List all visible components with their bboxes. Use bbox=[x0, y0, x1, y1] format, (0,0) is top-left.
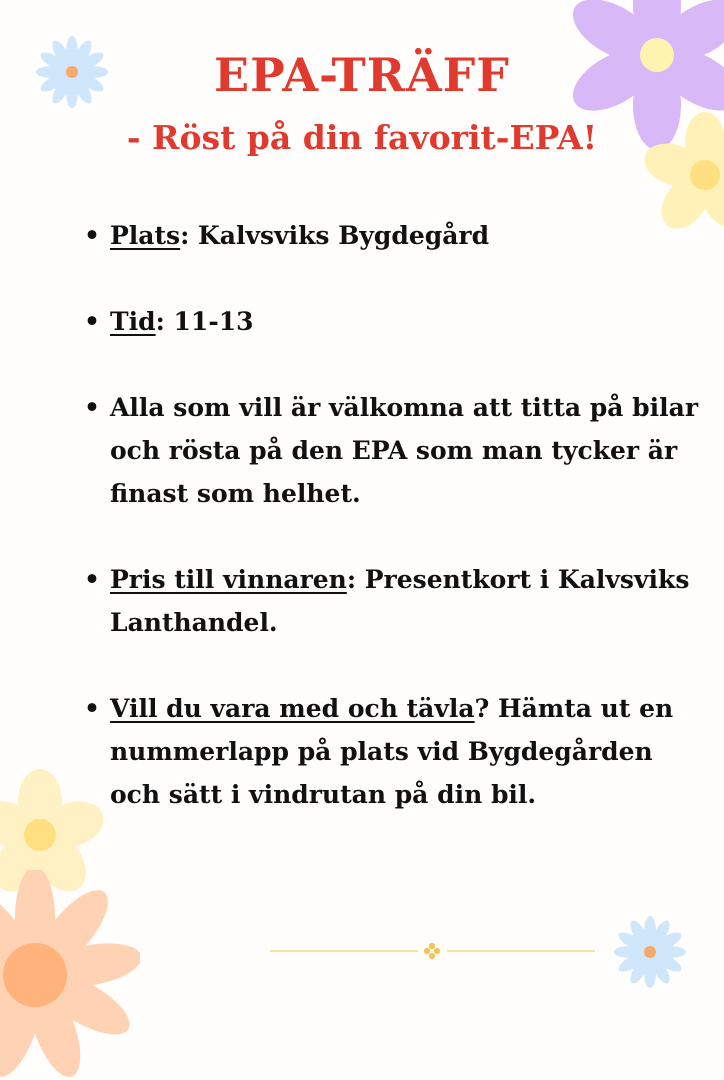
poster-subtitle: - Röst på din favorit-EPA! bbox=[126, 118, 598, 157]
blue-flower-icon bbox=[612, 914, 688, 990]
item-text: : Kalvsviks Bygdegård bbox=[180, 221, 490, 250]
item-text: Alla som vill är välkomna att titta på bilar och rösta på den EPA som man tycker är finast som helhet. bbox=[110, 393, 699, 508]
item-text: : 11-13 bbox=[155, 307, 254, 336]
list-item-tid bbox=[84, 300, 699, 343]
item-text: : Presentkort i Kalvsviks Lanthandel. bbox=[110, 565, 690, 637]
info-list bbox=[84, 214, 699, 859]
item-label: Plats bbox=[110, 221, 181, 250]
list-item-tavla bbox=[84, 687, 699, 816]
item-text: ? Hämta ut en nummerlapp på plats vid Bygdegården och sätt i vindrutan på din bil. bbox=[110, 694, 674, 809]
peach-flower-icon bbox=[0, 870, 140, 1080]
list-item-alla bbox=[84, 386, 699, 515]
item-label: Pris till vinnaren bbox=[110, 565, 347, 594]
list-item-pris bbox=[84, 558, 699, 644]
divider-ornament-icon bbox=[270, 942, 595, 960]
item-label: Vill du vara med och tävla bbox=[110, 694, 475, 723]
list-item-plats bbox=[84, 214, 699, 257]
poster-title: EPA-TRÄFF bbox=[214, 48, 510, 102]
item-label: Tid bbox=[110, 307, 156, 336]
